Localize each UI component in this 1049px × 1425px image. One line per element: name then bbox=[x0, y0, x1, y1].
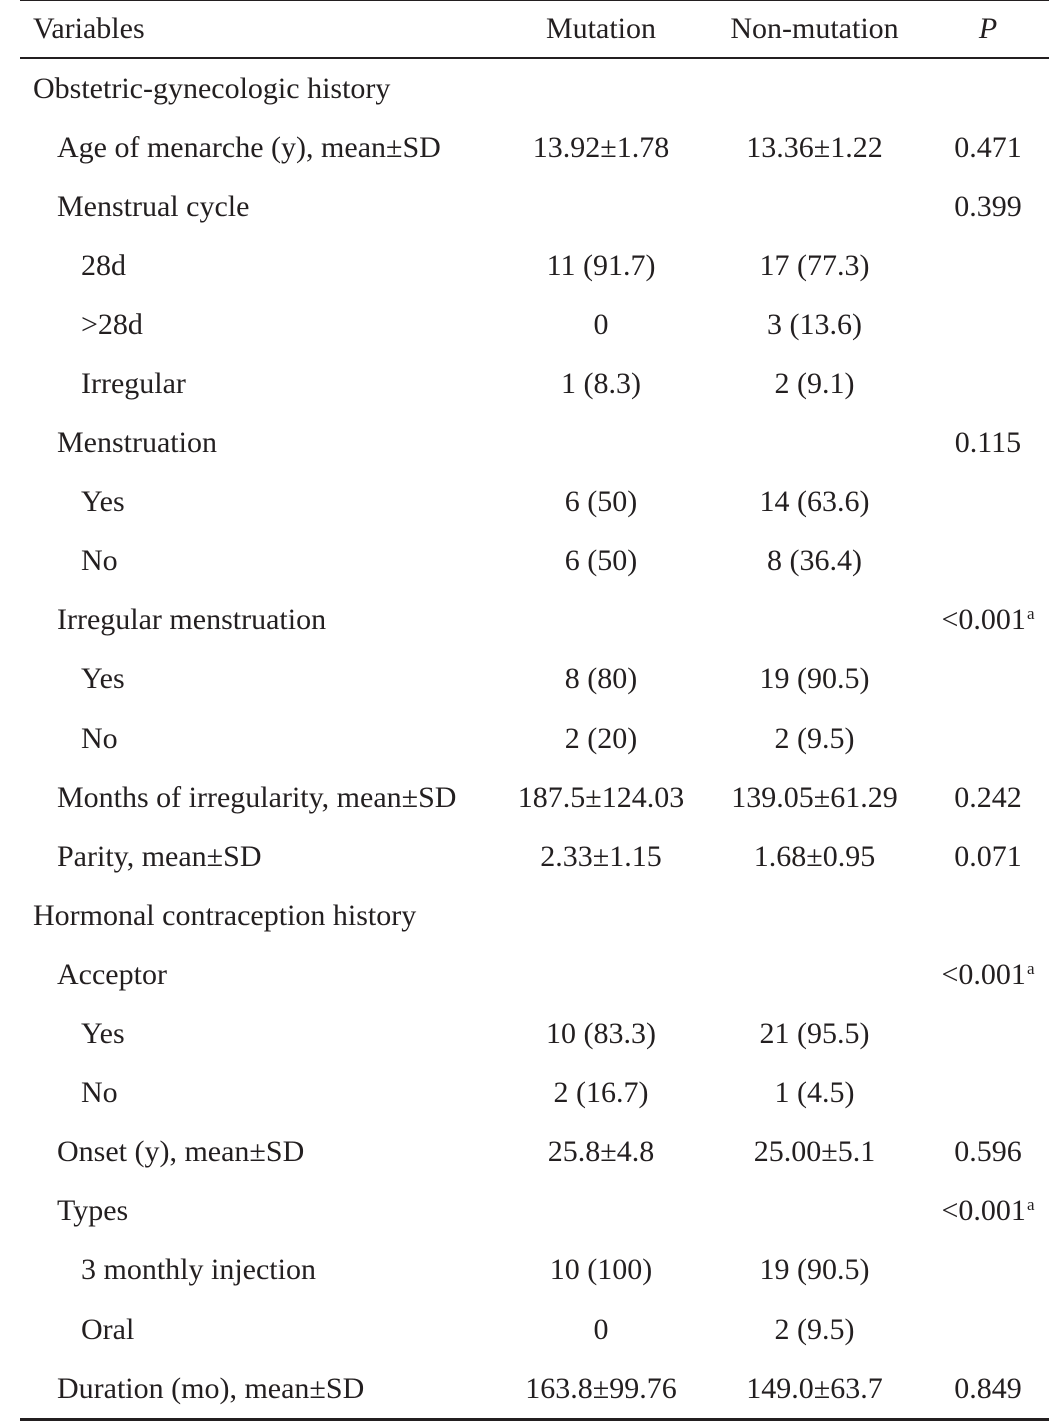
mutation-value bbox=[500, 177, 702, 236]
non-mutation-value bbox=[702, 58, 927, 118]
p-value: <0.001 bbox=[941, 603, 1026, 637]
p-value: 0.115 bbox=[954, 426, 1022, 460]
table-row bbox=[20, 354, 1049, 413]
row-label: Yes bbox=[81, 1017, 125, 1051]
p-value-cell bbox=[927, 177, 1049, 236]
p-value: 0.071 bbox=[954, 839, 1022, 873]
row-label: Yes bbox=[81, 485, 125, 519]
p-value: 0.596 bbox=[954, 1135, 1022, 1169]
non-mutation-value: 3 (13.6) bbox=[767, 307, 862, 341]
mutation-value: 0 bbox=[593, 1312, 609, 1346]
non-mutation-value: 25.00±5.1 bbox=[753, 1135, 876, 1169]
row-label: No bbox=[81, 1076, 118, 1110]
row-label: Onset (y), mean±SD bbox=[57, 1135, 305, 1169]
section-header-row bbox=[20, 886, 1049, 945]
table-row bbox=[20, 1005, 1049, 1064]
data-table bbox=[20, 0, 1049, 1421]
p-value-cell bbox=[927, 1241, 1049, 1300]
section-header-row bbox=[20, 58, 1049, 118]
non-mutation-value: 17 (77.3) bbox=[759, 248, 870, 282]
header-mutation: Mutation bbox=[546, 12, 656, 45]
row-label: Age of menarche (y), mean±SD bbox=[57, 130, 441, 164]
p-value-cell bbox=[927, 827, 1049, 886]
p-value-cell bbox=[927, 945, 1049, 1004]
non-mutation-value: 19 (90.5) bbox=[759, 1253, 870, 1287]
table-row bbox=[20, 532, 1049, 591]
table-row bbox=[20, 709, 1049, 768]
p-value-cell bbox=[927, 1064, 1049, 1123]
non-mutation-value: 19 (90.5) bbox=[759, 662, 870, 696]
table-row bbox=[20, 827, 1049, 886]
non-mutation-value: 1.68±0.95 bbox=[753, 839, 876, 873]
mutation-value: 13.92±1.78 bbox=[532, 130, 670, 164]
p-value-cell bbox=[927, 650, 1049, 709]
p-value-cell bbox=[927, 1182, 1049, 1241]
non-mutation-value bbox=[702, 945, 927, 1004]
non-mutation-value bbox=[702, 591, 927, 650]
table-body bbox=[20, 58, 1049, 1420]
p-value: <0.001 bbox=[941, 957, 1026, 991]
mutation-value: 2.33±1.15 bbox=[540, 839, 662, 873]
row-label: Duration (mo), mean±SD bbox=[57, 1371, 365, 1405]
row-label: Acceptor bbox=[57, 957, 167, 991]
header-row bbox=[20, 1, 1049, 59]
mutation-value: 11 (91.7) bbox=[546, 248, 656, 282]
table-row bbox=[20, 118, 1049, 177]
non-mutation-value: 14 (63.6) bbox=[759, 485, 870, 519]
row-label: Obstetric-gynecologic history bbox=[33, 71, 391, 105]
row-label: Irregular bbox=[81, 367, 186, 401]
row-label: Months of irregularity, mean±SD bbox=[57, 780, 457, 814]
table-row bbox=[20, 768, 1049, 827]
mutation-value bbox=[500, 414, 702, 473]
mutation-value: 2 (16.7) bbox=[553, 1076, 649, 1110]
row-label: No bbox=[81, 544, 118, 578]
mutation-value: 2 (20) bbox=[564, 721, 638, 755]
row-label: Parity, mean±SD bbox=[57, 839, 262, 873]
non-mutation-value: 13.36±1.22 bbox=[746, 130, 883, 164]
table-row bbox=[20, 473, 1049, 532]
non-mutation-value: 1 (4.5) bbox=[774, 1076, 855, 1110]
mutation-value: 6 (50) bbox=[564, 544, 638, 578]
mutation-value: 25.8±4.8 bbox=[547, 1135, 655, 1169]
p-value: 0.471 bbox=[954, 130, 1022, 164]
table-row bbox=[20, 650, 1049, 709]
non-mutation-value bbox=[702, 414, 927, 473]
p-value-cell bbox=[927, 1005, 1049, 1064]
p-value-cell bbox=[927, 768, 1049, 827]
table-row bbox=[20, 591, 1049, 650]
p-value-cell bbox=[927, 1300, 1049, 1359]
table-row bbox=[20, 945, 1049, 1004]
mutation-value: 0 bbox=[593, 307, 609, 341]
mutation-value: 8 (80) bbox=[564, 662, 638, 696]
p-value-cell bbox=[927, 1359, 1049, 1420]
non-mutation-value bbox=[702, 886, 927, 945]
table-row bbox=[20, 1359, 1049, 1420]
row-label: Types bbox=[57, 1194, 129, 1228]
row-label: 28d bbox=[81, 248, 126, 282]
table-row bbox=[20, 1241, 1049, 1300]
header-non-mutation: Non-mutation bbox=[730, 12, 899, 45]
p-value-cell bbox=[927, 295, 1049, 354]
p-value-cell bbox=[927, 354, 1049, 413]
p-value-cell bbox=[927, 414, 1049, 473]
row-label: Yes bbox=[81, 662, 125, 696]
p-value-cell bbox=[927, 1123, 1049, 1182]
header-p-value: P bbox=[978, 12, 998, 45]
non-mutation-value: 2 (9.1) bbox=[774, 367, 855, 401]
p-value-cell bbox=[927, 591, 1049, 650]
mutation-value: 10 (83.3) bbox=[546, 1017, 656, 1051]
table-row bbox=[20, 1300, 1049, 1359]
mutation-value: 1 (8.3) bbox=[561, 367, 641, 401]
non-mutation-value: 2 (9.5) bbox=[774, 721, 855, 755]
table-row bbox=[20, 1123, 1049, 1182]
row-label: Menstruation bbox=[57, 426, 217, 460]
significance-footnote-marker: a bbox=[1026, 604, 1035, 624]
mutation-value: 163.8±99.76 bbox=[525, 1371, 677, 1405]
mutation-value bbox=[500, 58, 702, 118]
mutation-value: 187.5±124.03 bbox=[517, 780, 685, 814]
p-value-cell bbox=[927, 118, 1049, 177]
p-value: 0.242 bbox=[954, 780, 1022, 814]
p-value-cell bbox=[927, 532, 1049, 591]
p-value: 0.849 bbox=[954, 1371, 1022, 1405]
p-value: <0.001 bbox=[941, 1194, 1026, 1228]
non-mutation-value: 8 (36.4) bbox=[767, 544, 862, 578]
row-label: >28d bbox=[81, 307, 143, 341]
row-label: Hormonal contraception history bbox=[33, 898, 417, 932]
mutation-value bbox=[500, 945, 702, 1004]
non-mutation-value: 139.05±61.29 bbox=[731, 780, 898, 814]
p-value-cell bbox=[927, 473, 1049, 532]
table-row bbox=[20, 295, 1049, 354]
table-row bbox=[20, 1182, 1049, 1241]
mutation-value bbox=[500, 591, 702, 650]
significance-footnote-marker: a bbox=[1026, 1195, 1035, 1215]
p-value: 0.399 bbox=[954, 189, 1022, 223]
p-value-cell bbox=[927, 709, 1049, 768]
p-value-cell bbox=[927, 58, 1049, 118]
table-row bbox=[20, 1064, 1049, 1123]
table-row bbox=[20, 177, 1049, 236]
non-mutation-value: 149.0±63.7 bbox=[746, 1371, 883, 1405]
mutation-value bbox=[500, 1182, 702, 1241]
non-mutation-value bbox=[702, 177, 927, 236]
non-mutation-value: 21 (95.5) bbox=[759, 1017, 870, 1051]
table-row bbox=[20, 236, 1049, 295]
significance-footnote-marker: a bbox=[1026, 958, 1035, 978]
table-row bbox=[20, 414, 1049, 473]
mutation-value bbox=[500, 886, 702, 945]
non-mutation-value: 2 (9.5) bbox=[774, 1312, 855, 1346]
p-value-cell bbox=[927, 886, 1049, 945]
row-label: No bbox=[81, 721, 118, 755]
row-label: 3 monthly injection bbox=[81, 1253, 316, 1287]
header-variables: Variables bbox=[33, 12, 145, 45]
mutation-value: 10 (100) bbox=[549, 1253, 653, 1287]
row-label: Oral bbox=[81, 1312, 135, 1346]
row-label: Menstrual cycle bbox=[57, 189, 250, 223]
p-value-cell bbox=[927, 236, 1049, 295]
non-mutation-value bbox=[702, 1182, 927, 1241]
mutation-value: 6 (50) bbox=[564, 485, 638, 519]
table-container bbox=[20, 0, 1049, 1421]
row-label: Irregular menstruation bbox=[57, 603, 327, 637]
